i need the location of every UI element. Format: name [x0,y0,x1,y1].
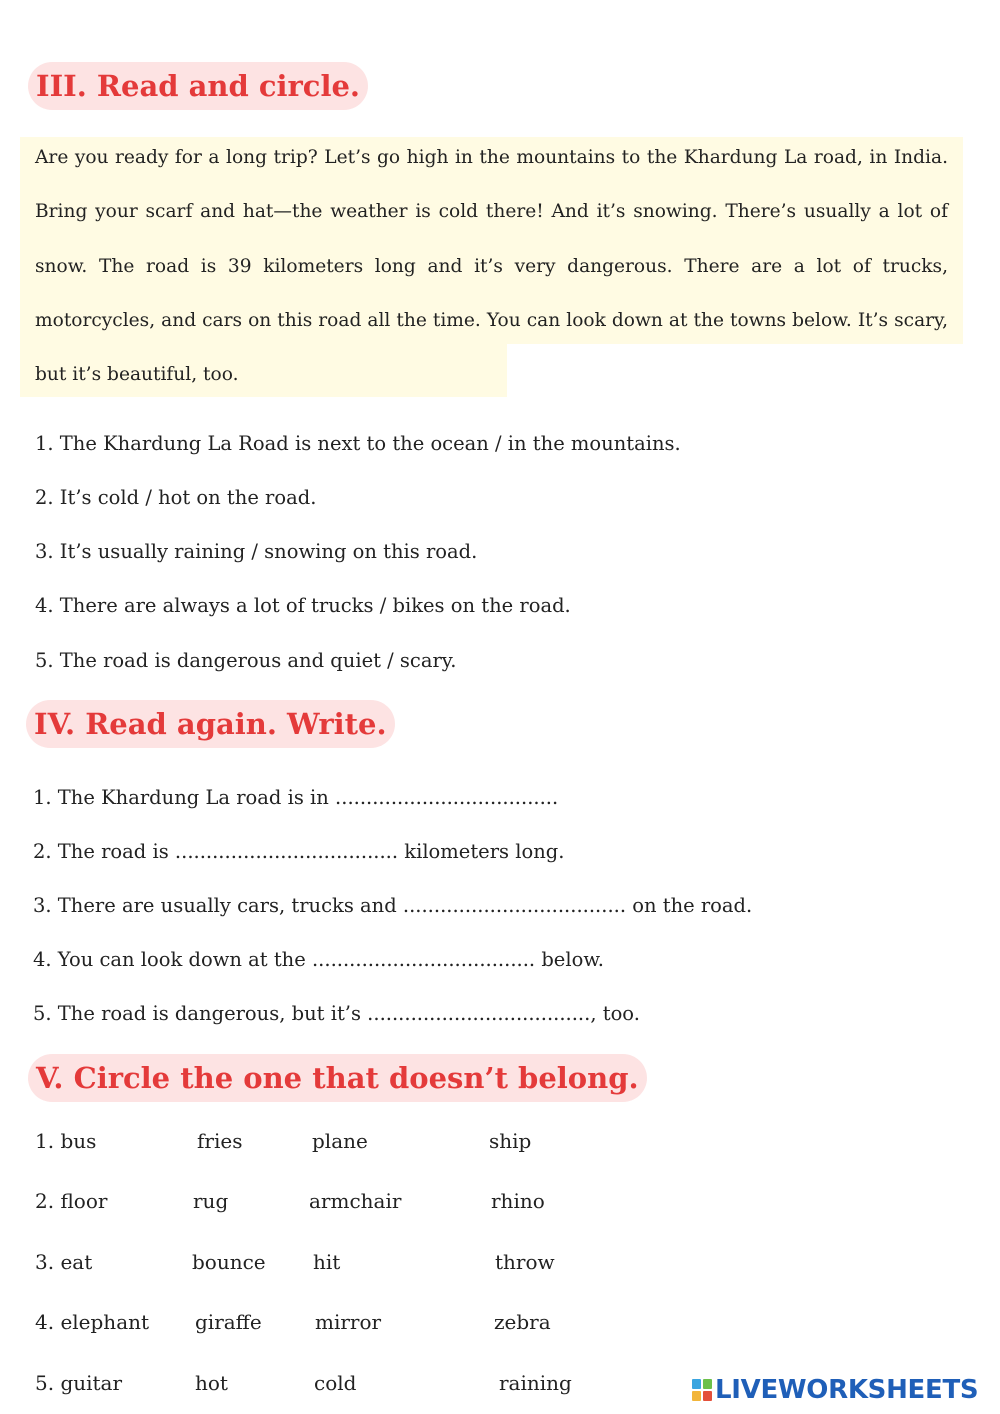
logo-square-2 [703,1379,712,1389]
odd-one-row-2-word-1[interactable]: 2. floor [35,1189,108,1213]
liveworksheets-logo-icon [692,1379,712,1401]
odd-one-row-3-word-3[interactable]: hit [313,1250,341,1274]
logo-square-3 [692,1391,701,1401]
odd-one-row-2-word-4[interactable]: rhino [491,1189,545,1213]
section-4-heading: IV. Read again. Write. [26,700,395,748]
odd-one-row-5-word-2[interactable]: hot [195,1371,228,1395]
logo-square-4 [703,1391,712,1401]
write-question-2[interactable]: 2. The road is .................................... kilometers long. [33,840,565,863]
write-question-4[interactable]: 4. You can look down at the .................................... below. [33,948,604,971]
circle-question-3[interactable]: 3. It’s usually raining / snowing on this road. [35,540,478,563]
circle-question-5[interactable]: 5. The road is dangerous and quiet / scary. [35,649,457,672]
odd-one-row-2-word-3[interactable]: armchair [309,1189,402,1213]
write-question-5[interactable]: 5. The road is dangerous, but it’s ...................................., too. [33,1002,640,1025]
odd-one-row-1-word-1[interactable]: 1. bus [35,1129,97,1153]
odd-one-row-3-word-4[interactable]: throw [495,1250,555,1274]
circle-question-1[interactable]: 1. The Khardung La Road is next to the ocean / in the mountains. [35,432,681,455]
liveworksheets-logo[interactable] [692,1374,978,1406]
odd-one-row-1-word-2[interactable]: fries [197,1129,243,1153]
odd-one-row-4-word-4[interactable]: zebra [494,1310,551,1334]
odd-one-row-3-word-1[interactable]: 3. eat [35,1250,93,1274]
section-3-heading: III. Read and circle. [28,62,368,110]
odd-one-row-1-word-4[interactable]: ship [489,1129,532,1153]
odd-one-row-1-word-3[interactable]: plane [312,1129,368,1153]
write-question-3[interactable]: 3. There are usually cars, trucks and .................................... on the road. [33,894,753,917]
write-question-1[interactable]: 1. The Khardung La road is in .................................... [33,786,559,809]
logo-square-1 [692,1379,701,1389]
odd-one-row-4-word-3[interactable]: mirror [315,1310,382,1334]
odd-one-row-5-word-3[interactable]: cold [314,1371,357,1395]
reading-passage: Are you ready for a long trip? Let’s go high in the mountains to the Khardung La road, in India. Bring your scarf and hat—the weather is cold there! And it’s snowing. There’s usually a lot of snow. The road is 39 kilometers long and it’s very dangerous. There are a lot of trucks, motorcycles, and cars on this road all the time. You can look down at the towns below. It’s scary, but it’s beautiful, too. [35,147,948,386]
odd-one-row-3-word-2[interactable]: bounce [192,1250,266,1274]
odd-one-row-5-word-1[interactable]: 5. guitar [35,1371,123,1395]
circle-question-2[interactable]: 2. It’s cold / hot on the road. [35,486,317,509]
section-5-heading: V. Circle the one that doesn’t belong. [28,1054,647,1102]
odd-one-row-4-word-1[interactable]: 4. elephant [35,1310,150,1334]
odd-one-row-2-word-2[interactable]: rug [193,1189,229,1213]
circle-question-4[interactable]: 4. There are always a lot of trucks / bikes on the road. [35,594,571,617]
odd-one-row-5-word-4[interactable]: raining [499,1371,572,1395]
liveworksheets-logo-text: LIVEWORKSHEETS [715,1375,979,1405]
odd-one-row-4-word-2[interactable]: giraffe [195,1310,262,1334]
